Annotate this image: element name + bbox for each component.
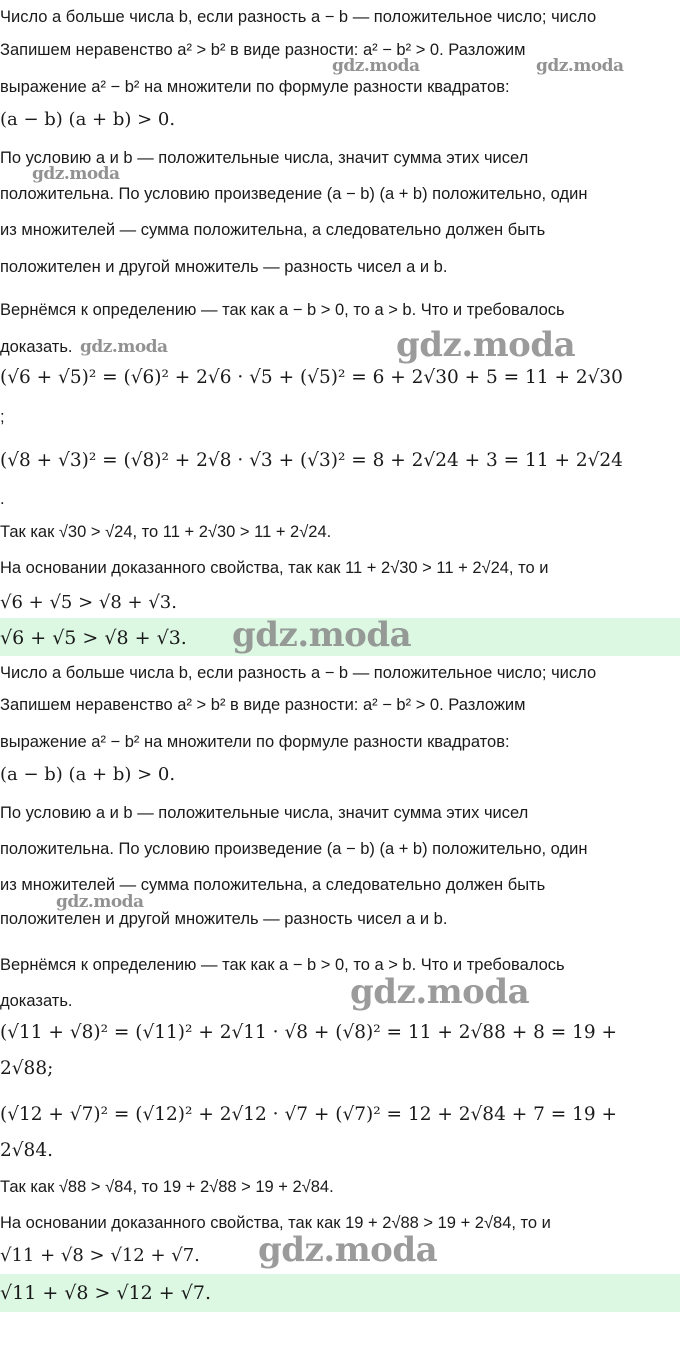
text-line: доказать. (0, 338, 73, 356)
text-line: Число a больше числа b, если разность a − b — положительное число; число (0, 664, 597, 682)
formula-tail: . (0, 490, 5, 508)
answer-text: √6 + √5 > √8 + √3. (0, 627, 187, 649)
text-line: Число a больше числа b, если разность a − b — положительное число; число (0, 8, 597, 26)
formula-tail: 2√88; (0, 1058, 54, 1079)
formula-line: (√8 + √3)² = (√8)² + 2√8 · √3 + (√3)² = 8 + 2√24 + 3 = 11 + 2√24 (0, 450, 623, 471)
text-line: Запишем неравенство a² > b² в виде разности: a² − b² > 0. Разложим (0, 41, 526, 59)
text-line: положительна. По условию произведение (a − b) (a + b) положительно, один (0, 185, 588, 203)
text-line: Так как √88 > √84, то 19 + 2√88 > 19 + 2√84. (0, 1178, 334, 1196)
text-line: положителен и другой множитель — разность чисел a и b. (0, 258, 448, 276)
watermark: gdz.moda (232, 615, 412, 655)
text-line: из множителей — сумма положительна, а следовательно должен быть (0, 221, 546, 239)
formula-line: (√11 + √8)² = (√11)² + 2√11 · √8 + (√8)² = 11 + 2√88 + 8 = 19 + (0, 1022, 618, 1043)
math-line: √11 + √8 > √12 + √7. (0, 1245, 200, 1266)
text-line: Так как √30 > √24, то 11 + 2√30 > 11 + 2√24. (0, 523, 332, 541)
formula-line: (√6 + √5)² = (√6)² + 2√6 · √5 + (√5)² = 6 + 2√30 + 5 = 11 + 2√30 (0, 367, 623, 388)
text-line: положительна. По условию произведение (a − b) (a + b) положительно, один (0, 840, 588, 858)
math-line: (a − b) (a + b) > 0. (0, 764, 176, 785)
text-line: из множителей — сумма положительна, а следовательно должен быть (0, 876, 546, 894)
text-line: По условию a и b — положительные числа, значит сумма этих чисел (0, 804, 529, 822)
watermark: gdz.moda (536, 56, 624, 76)
text-line: выражение a² − b² на множители по формуле разности квадратов: (0, 733, 510, 751)
math-line: √6 + √5 > √8 + √3. (0, 592, 177, 613)
text-line: выражение a² − b² на множители по формуле разности квадратов: (0, 78, 510, 96)
text-line: На основании доказанного свойства, так как 19 + 2√88 > 19 + 2√84, то и (0, 1214, 551, 1232)
watermark: gdz.moda (32, 164, 120, 184)
text-line: По условию a и b — положительные числа, значит сумма этих чисел (0, 149, 529, 167)
text-line: Вернёмся к определению — так как a − b > 0, то a > b. Что и требовалось (0, 301, 565, 319)
text-line: доказать. (0, 992, 73, 1010)
formula-tail: ; (0, 408, 5, 426)
text-line: положителен и другой множитель — разность чисел a и b. (0, 910, 448, 928)
watermark: gdz.moda (332, 56, 420, 76)
text-line: Вернёмся к определению — так как a − b > 0, то a > b. Что и требовалось (0, 956, 565, 974)
watermark: gdz.moda (56, 892, 144, 912)
formula-line: (√12 + √7)² = (√12)² + 2√12 · √7 + (√7)² = 12 + 2√84 + 7 = 19 + (0, 1104, 618, 1125)
watermark: gdz.moda (350, 972, 530, 1012)
watermark: gdz.moda (258, 1230, 438, 1270)
watermark: gdz.moda (396, 325, 576, 365)
text-line: Запишем неравенство a² > b² в виде разности: a² − b² > 0. Разложим (0, 696, 526, 714)
watermark: gdz.moda (80, 337, 168, 357)
formula-tail: 2√84. (0, 1140, 53, 1161)
math-line: (a − b) (a + b) > 0. (0, 109, 176, 130)
answer-text: √11 + √8 > √12 + √7. (0, 1282, 211, 1304)
text-line: На основании доказанного свойства, так как 11 + 2√30 > 11 + 2√24, то и (0, 559, 549, 577)
